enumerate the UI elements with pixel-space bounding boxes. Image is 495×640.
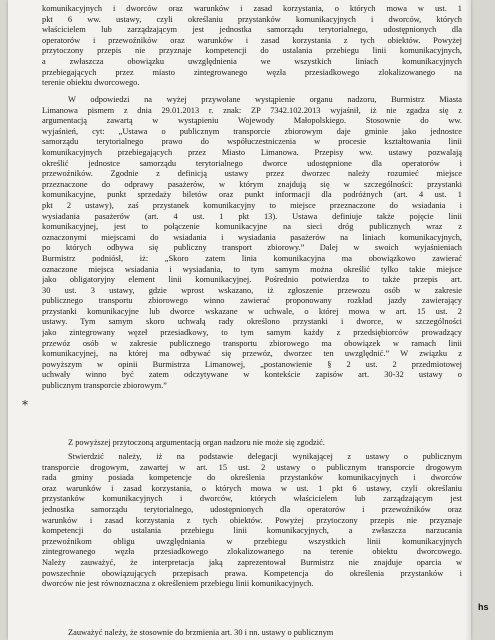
text-line: przewoźników. Zgodnie z definicją ustawy przez dworzec należy rozumieć miejsce xyxy=(42,169,462,179)
text-line: samorządu terytorialnego prawo do współuczestniczenia w procesie kształtowania linii xyxy=(42,137,462,147)
document-page xyxy=(8,0,471,640)
text-line: ustawy. Tym samym skoro uchwałą rady określono przystanki i dworce, w szczególności xyxy=(42,317,462,327)
text-line: powyższym w opinii Burmistrza Limanowej, „postanowienie § 2 ust. 2 przedmiotowej xyxy=(42,359,462,369)
text-line: argumentacją zawartą w wystąpieniu Wojewody Małopolskiego. Stosownie do ww. xyxy=(42,116,462,126)
corner-annotation: hs xyxy=(478,602,489,612)
paragraph-4 xyxy=(42,452,462,590)
margin-pen-mark: ⁎ xyxy=(22,394,28,408)
text-line: przystanków komunikacyjnych i dworców, których właścicielem lub zarządzającym jest xyxy=(42,494,462,504)
text-line: przeznaczone do odprawy pasażerów, w którym znajdują się w szczególności: przystanki xyxy=(42,179,462,189)
text-line: uchwały winno być zatem odczytywane w kontekście zapisów art. 30-32 ustawy o xyxy=(42,370,462,380)
text-line: określić jednostce samorządu terytorialnego dworce udostępnione dla operatorów i xyxy=(42,158,462,168)
text-line: Burmistrz podniósł, iż: „Skoro zatem linia komunikacyjna ma obowiązkowo zawierać xyxy=(42,253,462,263)
text-line: komunikacyjnych przebiegających przez Miasto Limanowa. Przepisy ww. ustawy pozwalają xyxy=(42,147,462,157)
text-line: oraz warunków i zasad korzystania, o których mowa w ust. 1 pkt 6 ustawy, czyli określaniu xyxy=(42,483,462,493)
text-line: pkt 2 ustawy), zaś przystanek komunikacyjny to miejsce przeznaczone do wsiadania i xyxy=(42,200,462,210)
text-line: przewoźnikom obligu uwzględniania w przebiegu wszystkich linii komunikacyjnych xyxy=(42,536,462,546)
text-line: kompetencji do ustalania przebiegu linii komunikacyjnych, a zwłaszcza narzucania xyxy=(42,526,462,536)
text-line: publicznego transportu zbiorowego winno zawierać proponowany rozkład jazdy zawierający xyxy=(42,296,462,306)
text-line: Zauważyć należy, że stosownie do brzmienia art. 30 i nn. ustawy o publicznym xyxy=(68,628,334,637)
text-line: właścicielem lub zarządzającym jest jednostka samorządu terytorialnego, udostępnionych dla xyxy=(42,25,462,35)
text-line: jako obligatoryjny element linii komunikacyjnej. Pośrednio potwierdza to także przepis art. xyxy=(42,275,462,285)
text-line: przytoczony przepis nie przyznaje kompetencji do ustalania przebiegu linii komunikacyjnych, xyxy=(42,46,462,56)
text-line: po których odbywa się publiczny transport zbiorowy.” Dalej w swoich wyjaśnieniach xyxy=(42,243,462,253)
text-line: dworców nie jest równoznaczna z określeniem przebiegu linii komunikacyjnych. xyxy=(42,579,314,589)
text-line: komunikacyjnej, na której ma odbywać się przewóz, dworzec ten uwzględnić.” W związku z xyxy=(42,349,462,359)
text-line: wysiadania pasażerów (art. 4 ust. 1 pkt 13). Ustawa definiuje także pojęcie linii xyxy=(42,211,462,221)
text-line: Stwierdzić należy, iż na podstawie delegacji wynikającej z ustawy o publicznym xyxy=(68,452,462,461)
text-line: komunikacyjnej, jest to połączenie komunikacyjne na sieci dróg publicznych wraz z xyxy=(42,222,462,232)
text-line: przewóz osób w zakresie publicznego transportu zbiorowego ma obowiązek w ramach linii xyxy=(42,338,462,348)
text-line: operatorów i przewoźników oraz warunków i zasad korzystania z tych obiektów. Powyżej xyxy=(42,35,462,45)
text-line: rada gminy posiada kompetencje do określenia przystanków komunikacyjnych i dworców xyxy=(42,473,462,483)
text-line: warunków i zasad korzystania z tych obiektów. Powyżej przytoczony przepis nie przyznaje xyxy=(42,515,462,525)
text-line: oznaczonymi miejscami do wsiadania i wysiadania pasażerów na liniach komunikacyjnych, xyxy=(42,232,462,242)
text-line: 30 ust. 3 ustawy, gdzie wprost wskazano, iż zgłoszenie przewozu osób w zakresie xyxy=(42,285,462,295)
text-line: komunikacyjne, punkt sprzedaży biletów oraz punkt informacji dla podróżnych (art. 4 ust. 1 xyxy=(42,190,462,200)
text-line: komunikacyjnych i dworców oraz warunków i zasad korzystania, o których mowa w ust. 1 xyxy=(42,4,462,13)
text-line: pkt 6 ww. ustawy, czyli określaniu przystanków komunikacyjnych i dworców, których xyxy=(42,14,462,24)
text-line: Należy zauważyć, że interpretacja jaką zaprezentował Burmistrz nie znajduje oparcia w xyxy=(42,557,462,567)
text-line: terenie obiektu dworcowego. xyxy=(42,78,140,88)
text-line: Z powyższej przytoczoną argumentacją organ nadzoru nie może się zgodzić. xyxy=(68,438,325,447)
text-line: jednostka samorządu terytorialnego, udostępnionych dla operatorów i przewoźników oraz xyxy=(42,504,462,514)
text-line: transporcie drogowym, zawartej w art. 15 ust. 2 ustawy o publicznym transporcie drogowym xyxy=(42,462,462,472)
paragraph-5 xyxy=(42,628,462,639)
text-line: publicznym transporcie zbiorowym.” xyxy=(42,381,167,391)
text-line: jako zintegrowany węzeł przesiadkowy, to tym samym każdy z przedsiębiorców prowadzący xyxy=(42,328,462,338)
text-line: Limanowa pismem z dnia 29.01.2013 r. znak: ZP 7342.102.2013 wyjaśnił, iż nie zgadza się z xyxy=(42,105,462,115)
text-line: a zwłaszcza obowiązku uwzględnienia we wszystkich liniach komunikacyjnych xyxy=(42,56,462,66)
text-line: W odpowiedzi na wyżej przywołane wystąpienie organu nadzoru, Burmistrz Miasta xyxy=(68,95,462,104)
text-line: wyjaśnień, cyt: „Ustawa o publicznym transporcie zbiorowym daje gminie jako jednostce xyxy=(42,126,462,136)
text-line: przystanki komunikacyjne lub dworce wskazane w uchwale, o której mowa w art. 15 ust. 2 xyxy=(42,306,462,316)
paragraph-3 xyxy=(42,438,462,449)
text-line: powszechnie obowiązujących przepisach prawa. Kompetencja do określenia przystanków i xyxy=(42,568,462,578)
paragraph-1 xyxy=(42,4,462,89)
paragraph-2 xyxy=(42,95,462,392)
text-line: oznaczone miejsca wsiadania i wysiadania, to tym samym można określić tylko takie miejsce xyxy=(42,264,462,274)
page-edge-shadow xyxy=(465,0,471,640)
text-line: przebiegających przez miasto zintegrowanego węzła przesiadkowego zlokalizowanego na xyxy=(42,67,462,77)
text-line: zintegrowanego węzła przesiadkowego zlokalizowanego na terenie obiektu dworcowego. xyxy=(42,547,462,557)
